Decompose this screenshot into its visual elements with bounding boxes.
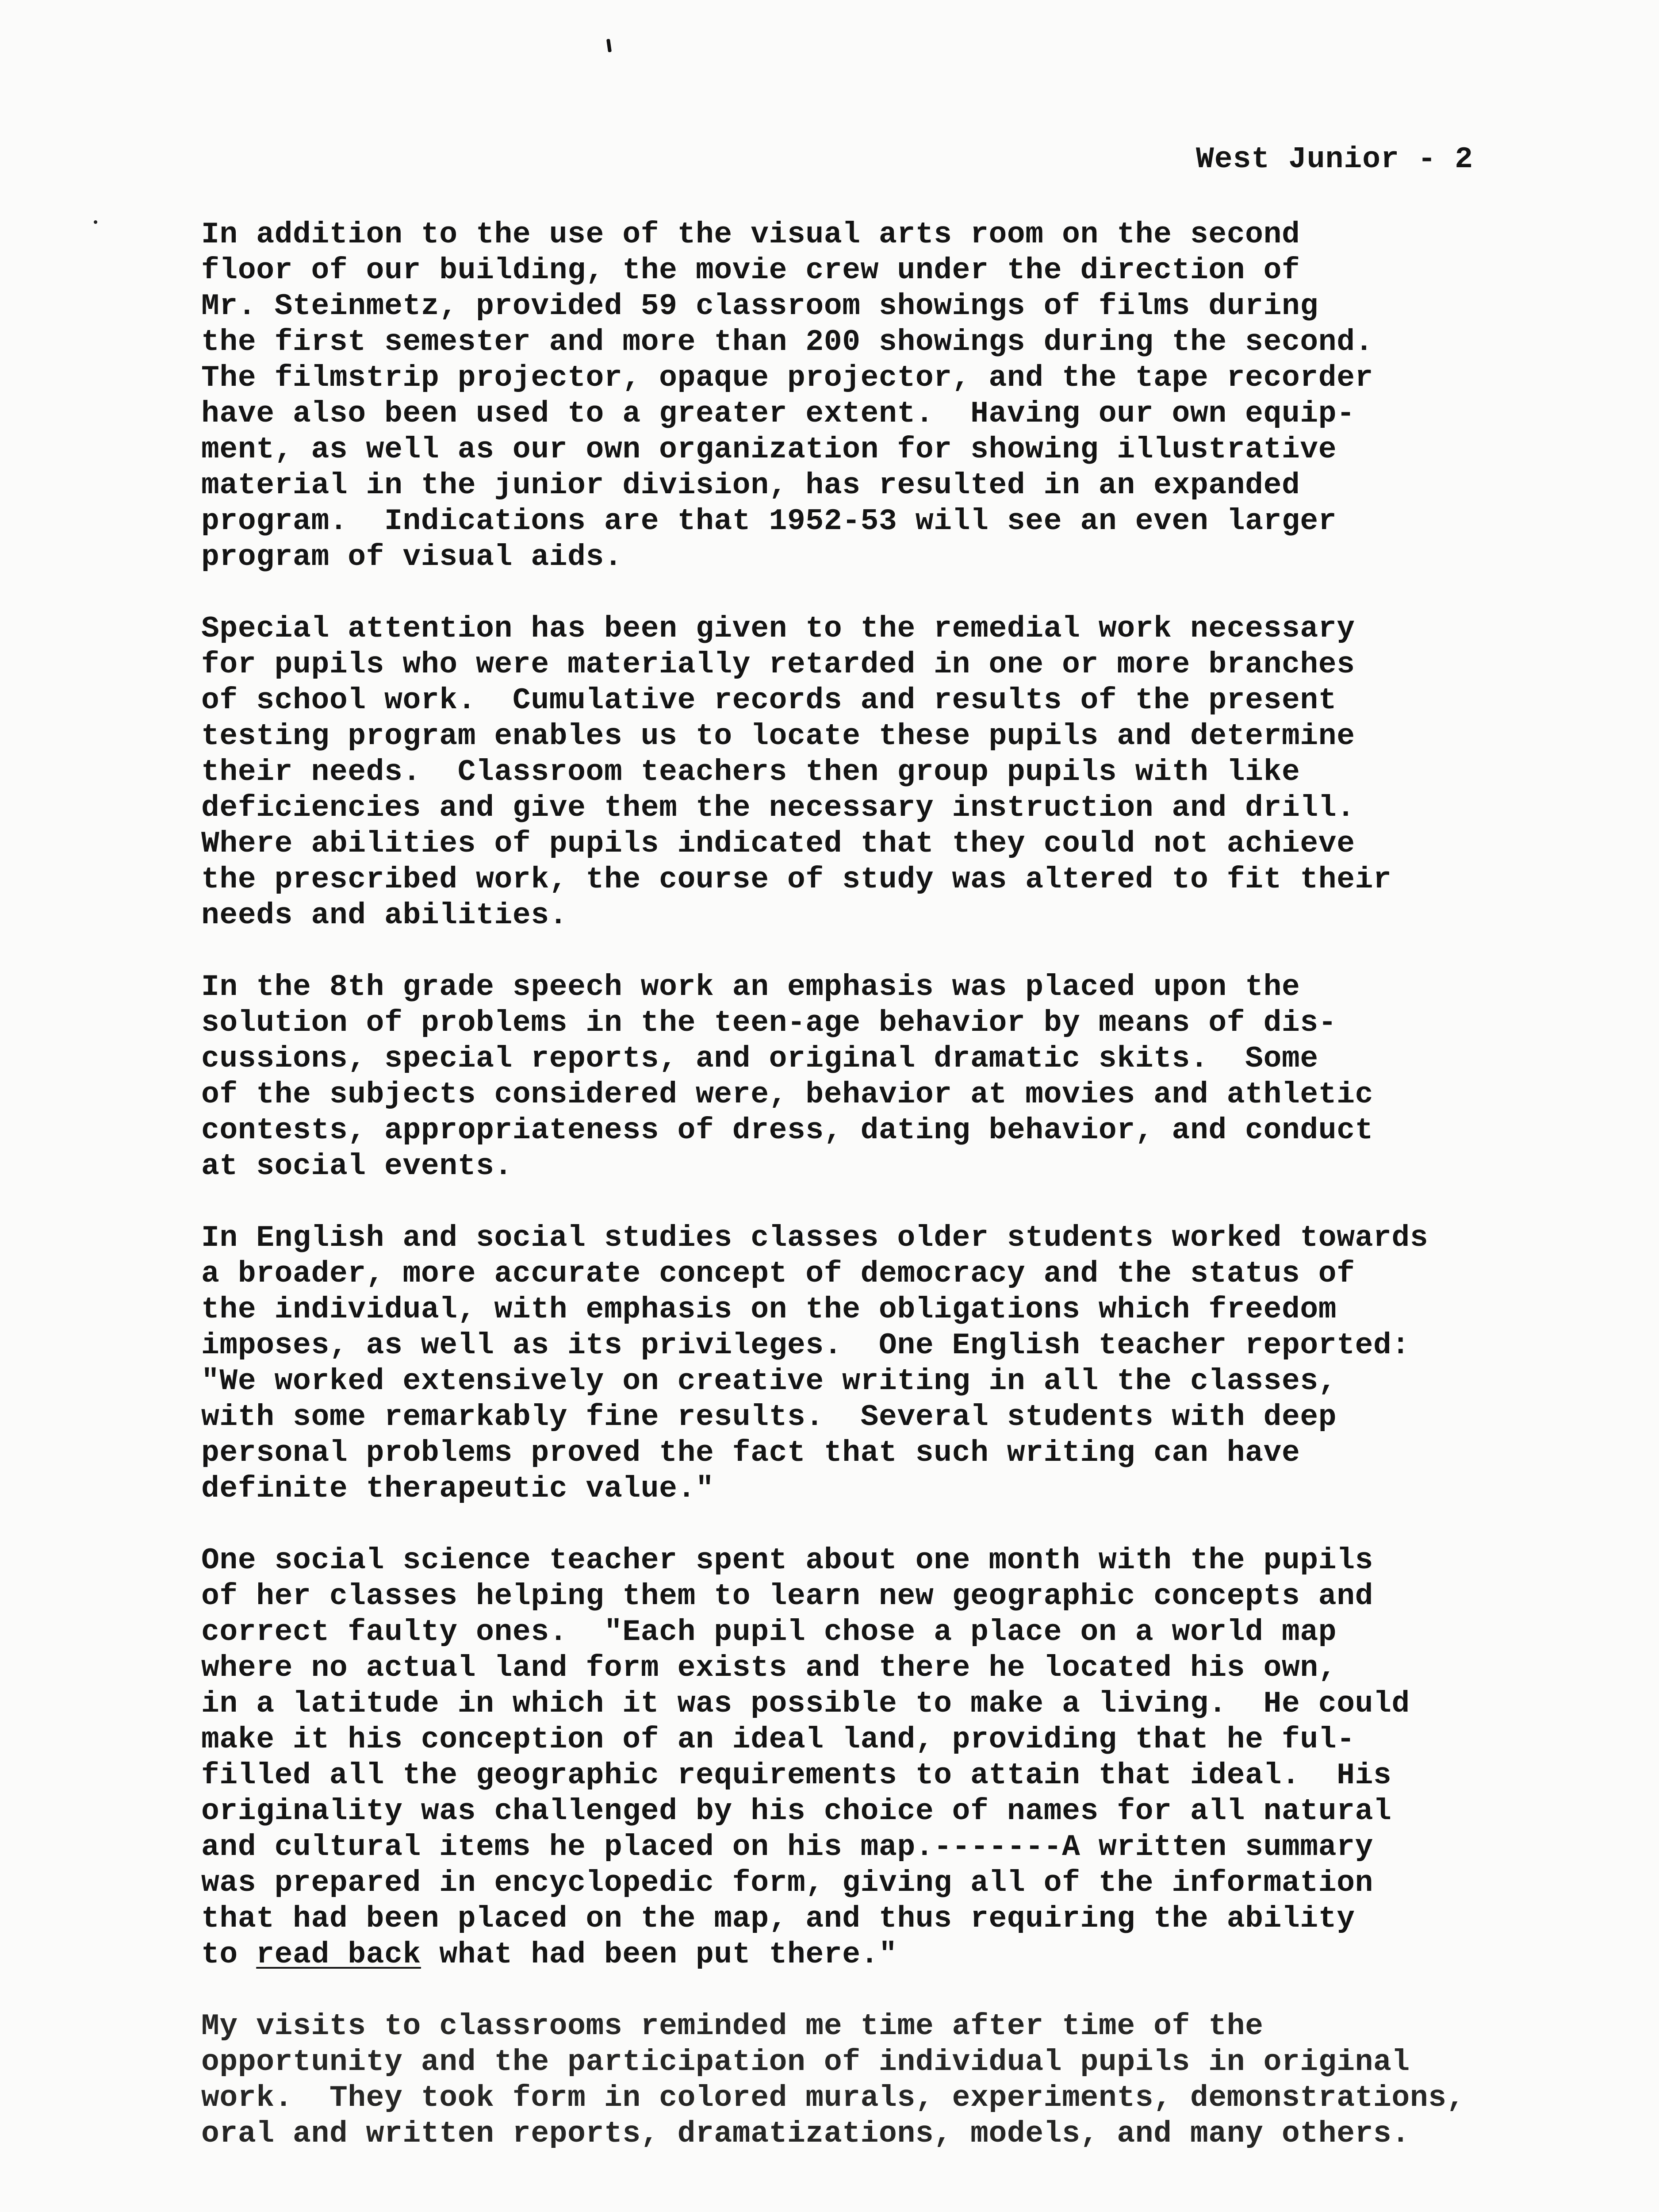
- text-line: material in the junior division, has resulted in an expanded: [201, 469, 1300, 503]
- text-line: the prescribed work, the course of study was altered to fit their: [201, 863, 1392, 897]
- text-line-with-underline: [201, 1937, 1617, 1973]
- text-line: their needs. Classroom teachers then group pupils with like: [201, 755, 1300, 789]
- text-line: needs and abilities.: [201, 899, 568, 933]
- text-line: that had been placed on the map, and thus requiring the ability: [201, 1902, 1355, 1936]
- text-line: ment, as well as our own organization for showing illustrative: [201, 433, 1337, 467]
- text-line: program of visual aids.: [201, 540, 623, 574]
- text-line: make it his conception of an ideal land, providing that he ful-: [201, 1723, 1355, 1757]
- paragraph-english-social-studies: [201, 1220, 1617, 1507]
- text-line: definite therapeutic value.": [201, 1472, 714, 1506]
- document-body: [201, 217, 1617, 2188]
- text-line: In the 8th grade speech work an emphasis was placed upon the: [201, 970, 1300, 1004]
- text-line: filled all the geographic requirements to attain that ideal. His: [201, 1759, 1392, 1793]
- text-line: One social science teacher spent about one month with the pupils: [201, 1544, 1374, 1578]
- text-line: cussions, special reports, and original dramatic skits. Some: [201, 1042, 1318, 1076]
- text-line: at social events.: [201, 1149, 513, 1183]
- paragraph-remedial-work: [201, 611, 1617, 933]
- text-line: deficiencies and give them the necessary instruction and drill.: [201, 791, 1355, 825]
- text-line: the first semester and more than 200 showings during the second.: [201, 325, 1374, 359]
- text-line: The filmstrip projector, opaque projector, and the tape recorder: [201, 361, 1374, 395]
- text-line: My visits to classrooms reminded me time after time of the: [201, 2009, 1264, 2043]
- text-line: of the subjects considered were, behavior at movies and athletic: [201, 1078, 1374, 1112]
- text-line: and cultural items he placed on his map.-------A written summary: [201, 1830, 1374, 1864]
- stray-ink-dot: [94, 220, 97, 224]
- text-line: correct faulty ones. "Each pupil chose a place on a world map: [201, 1615, 1337, 1649]
- text-line: of school work. Cumulative records and results of the present: [201, 684, 1337, 718]
- text-line: a broader, more accurate concept of democracy and the status of: [201, 1257, 1355, 1291]
- text-line: Special attention has been given to the remedial work necessary: [201, 612, 1355, 646]
- text-line: floor of our building, the movie crew under the direction of: [201, 253, 1300, 288]
- text-segment: what had been put there.": [421, 1938, 897, 1972]
- paragraph-geography-project: [201, 1543, 1617, 1973]
- text-line: where no actual land form exists and there he located his own,: [201, 1651, 1337, 1685]
- paragraph-classroom-visits: [201, 2008, 1617, 2152]
- text-line: in a latitude in which it was possible to make a living. He could: [201, 1687, 1410, 1721]
- text-line: contests, appropriateness of dress, dating behavior, and conduct: [201, 1114, 1374, 1148]
- paragraph-speech-work: [201, 969, 1617, 1184]
- text-line: solution of problems in the teen-age behavior by means of dis-: [201, 1006, 1337, 1040]
- text-line: personal problems proved the fact that such writing can have: [201, 1436, 1300, 1470]
- text-line: was prepared in encyclopedic form, giving all of the information: [201, 1866, 1374, 1900]
- text-line: Where abilities of pupils indicated that they could not achieve: [201, 827, 1355, 861]
- underlined-phrase: read back: [256, 1938, 421, 1972]
- text-segment: to: [201, 1938, 257, 1972]
- text-line: work. They took form in colored murals, experiments, demonstrations,: [201, 2081, 1465, 2115]
- text-line: imposes, as well as its privileges. One English teacher reported:: [201, 1329, 1410, 1363]
- text-line: "We worked extensively on creative writing in all the classes,: [201, 1364, 1337, 1398]
- text-line: the individual, with emphasis on the obligations which freedom: [201, 1293, 1337, 1327]
- text-line: oral and written reports, dramatizations, models, and many others.: [201, 2117, 1410, 2151]
- text-line: program. Indications are that 1952-53 will see an even larger: [201, 504, 1337, 538]
- text-line: with some remarkably fine results. Several students with deep: [201, 1400, 1337, 1434]
- text-line: opportunity and the participation of individual pupils in original: [201, 2045, 1410, 2079]
- text-line: originality was challenged by his choice of names for all natural: [201, 1794, 1392, 1828]
- text-line: for pupils who were materially retarded in one or more branches: [201, 648, 1355, 682]
- text-line: In English and social studies classes older students worked towards: [201, 1221, 1429, 1255]
- paragraph-visual-aids: [201, 217, 1617, 575]
- text-line: have also been used to a greater extent. Having our own equip-: [201, 397, 1355, 431]
- page-header: West Junior - 2: [1196, 142, 1474, 177]
- text-line: In addition to the use of the visual arts room on the second: [201, 218, 1300, 252]
- text-line: Mr. Steinmetz, provided 59 classroom showings of films during: [201, 289, 1318, 323]
- text-line: testing program enables us to locate these pupils and determine: [201, 719, 1355, 753]
- stray-ink-mark: [606, 39, 612, 53]
- text-line: of her classes helping them to learn new geographic concepts and: [201, 1579, 1374, 1613]
